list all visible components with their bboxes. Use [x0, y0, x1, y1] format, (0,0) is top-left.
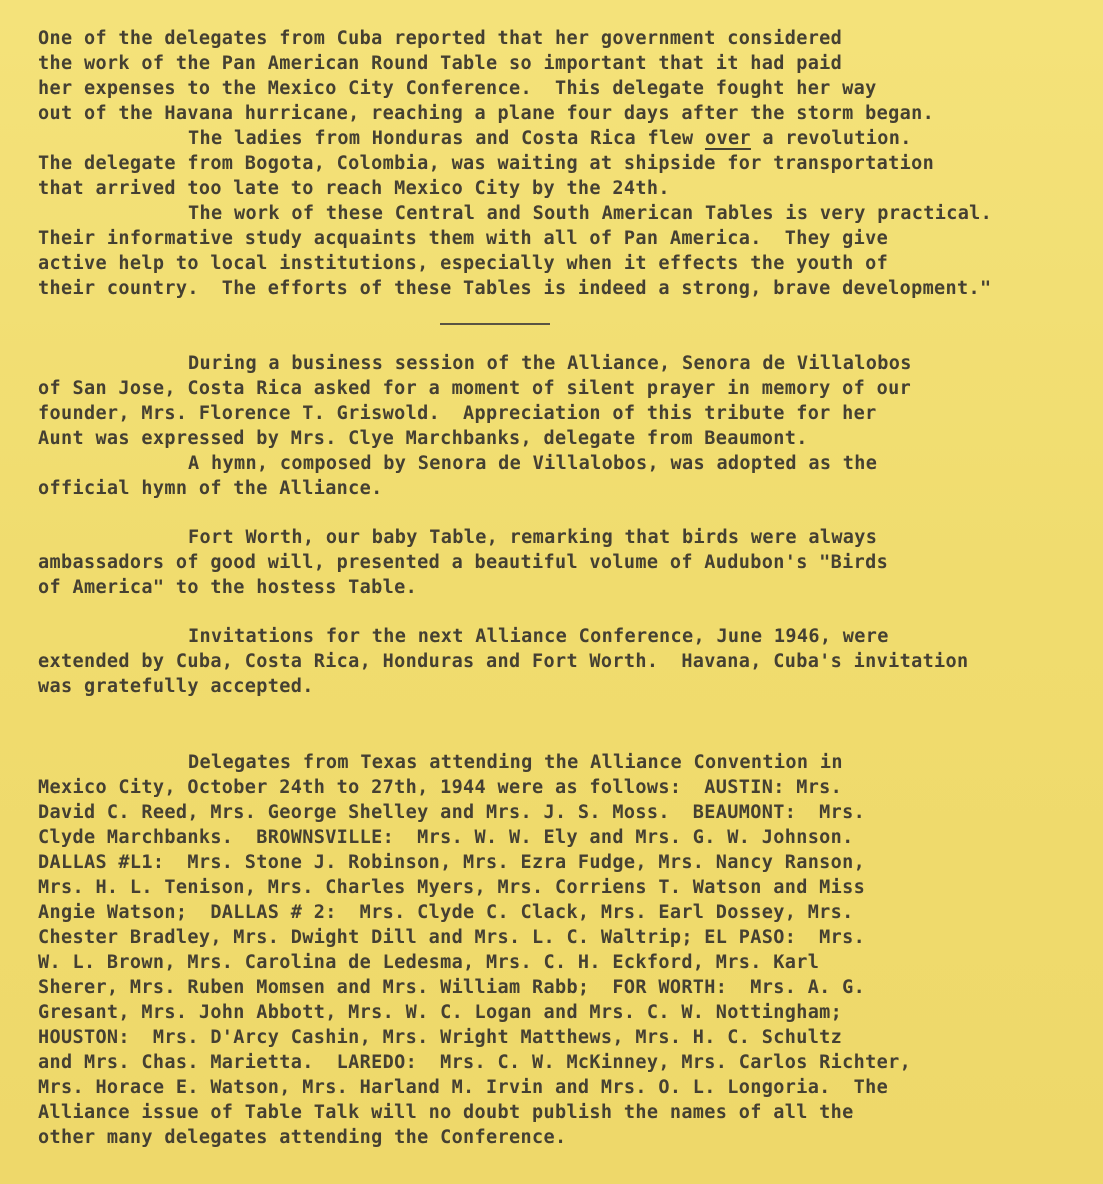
section-divider [440, 323, 550, 325]
p1-line-8: The work of these Central and South American Tables is very practical. [188, 203, 993, 224]
p1-line-6: The delegate from Bogota, Colombia, was waiting at shipside for transportation [38, 153, 935, 174]
p5-line-8: Chester Bradley, Mrs. Dwight Dill and Mrs. L. C. Waltrip; EL PASO: Mrs. [38, 927, 866, 948]
p3-line-3: of America" to the hostess Table. [38, 577, 418, 598]
p1-line-7: that arrived too late to reach Mexico City by the 24th. [38, 178, 670, 199]
p4-line-2: extended by Cuba, Costa Rica, Honduras and Fort Worth. Havana, Cuba's invitation [38, 651, 969, 672]
p2-line-2: of San Jose, Costa Rica asked for a moment of silent prayer in memory of our [38, 378, 912, 399]
p5-line-9: W. L. Brown, Mrs. Carolina de Ledesma, Mrs. C. H. Eckford, Mrs. Karl [38, 952, 820, 973]
p1-line-3: her expenses to the Mexico City Conference. This delegate fought her way [38, 78, 877, 99]
p5-line-2: Mexico City, October 24th to 27th, 1944 were as follows: AUSTIN: Mrs. [38, 777, 843, 798]
p5-line-3: David C. Reed, Mrs. George Shelley and Mrs. J. S. Moss. BEAUMONT: Mrs. [38, 802, 866, 823]
p1-line-2: the work of the Pan American Round Table so important that it had paid [38, 53, 843, 74]
p5-line-15: Alliance issue of Table Talk will no doubt publish the names of all the [38, 1102, 854, 1123]
p4-line-1: Invitations for the next Alliance Conference, June 1946, were [188, 626, 889, 647]
p1-line-11: their country. The efforts of these Tables is indeed a strong, brave development." [38, 278, 992, 299]
p5-line-6: Mrs. H. L. Tenison, Mrs. Charles Myers, Mrs. Corriens T. Watson and Miss [38, 877, 866, 898]
p4-line-3: was gratefully accepted. [38, 676, 314, 697]
p5-line-1: Delegates from Texas attending the Alliance Convention in [188, 752, 843, 773]
p5-line-14: Mrs. Horace E. Watson, Mrs. Harland M. Irvin and Mrs. O. L. Longoria. The [38, 1077, 889, 1098]
underlined-word: over [704, 128, 751, 149]
p5-line-7: Angie Watson; DALLAS # 2: Mrs. Clyde C. Clack, Mrs. Earl Dossey, Mrs. [38, 902, 854, 923]
p5-line-5: DALLAS #L1: Mrs. Stone J. Robinson, Mrs. Ezra Fudge, Mrs. Nancy Ranson, [38, 852, 866, 873]
p1-line-5-start: The ladies from Honduras and Costa Rica flew [188, 128, 705, 149]
p5-line-4: Clyde Marchbanks. BROWNSVILLE: Mrs. W. W. Ely and Mrs. G. W. Johnson. [38, 827, 854, 848]
p5-line-11: Gresant, Mrs. John Abbott, Mrs. W. C. Logan and Mrs. C. W. Nottingham; [38, 1002, 843, 1023]
p2-line-4: Aunt was expressed by Mrs. Clye Marchbanks, delegate from Beaumont. [38, 428, 808, 449]
p2-line-3: founder, Mrs. Florence T. Griswold. Appreciation of this tribute for her [38, 403, 877, 424]
p1-line-5 [188, 130, 912, 149]
p2-line-1: During a business session of the Alliance, Senora de Villalobos [188, 353, 912, 374]
p1-line-9: Their informative study acquaints them with all of Pan America. They give [38, 228, 889, 249]
p1-line-5-end: a revolution. [750, 128, 912, 149]
p5-line-12: HOUSTON: Mrs. D'Arcy Cashin, Mrs. Wright Matthews, Mrs. H. C. Schultz [38, 1027, 843, 1048]
p2-line-6: official hymn of the Alliance. [38, 478, 383, 499]
p5-line-16: other many delegates attending the Conference. [38, 1127, 567, 1148]
p2-line-5: A hymn, composed by Senora de Villalobos, was adopted as the [188, 453, 878, 474]
p5-line-10: Sherer, Mrs. Ruben Momsen and Mrs. William Rabb; FOR WORTH: Mrs. A. G. [38, 977, 866, 998]
p1-line-1: One of the delegates from Cuba reported that her government considered [38, 28, 843, 49]
p5-line-13: and Mrs. Chas. Marietta. LAREDO: Mrs. C. W. McKinney, Mrs. Carlos Richter, [38, 1052, 912, 1073]
p3-line-2: ambassadors of good will, presented a beautiful volume of Audubon's "Birds [38, 552, 889, 573]
p1-line-4: out of the Havana hurricane, reaching a plane four days after the storm began. [38, 103, 935, 124]
p1-line-10: active help to local institutions, especially when it effects the youth of [38, 253, 889, 274]
p3-line-1: Fort Worth, our baby Table, remarking that birds were always [188, 527, 878, 548]
